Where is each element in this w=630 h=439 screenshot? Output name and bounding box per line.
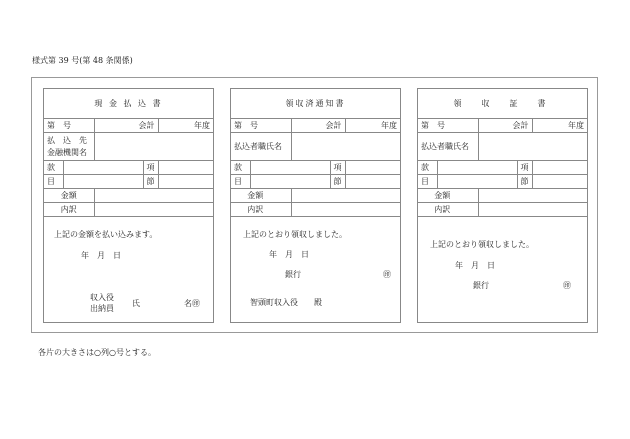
kan-field[interactable]: [63, 161, 143, 175]
bank-label: 銀行: [473, 281, 489, 290]
moku-label: 目: [44, 175, 63, 189]
setsu-field[interactable]: [345, 175, 400, 189]
officer-label: 収入役 出納員: [90, 293, 114, 313]
receipt-certificate: [417, 88, 588, 323]
breakdown-field[interactable]: [478, 203, 587, 217]
payer-name-label: 払込者職氏名: [231, 133, 291, 161]
breakdown-label: 内訳: [418, 203, 478, 217]
statement-text: 上記のとおり領収しました。: [430, 240, 534, 249]
payee-bank-field[interactable]: [94, 133, 213, 161]
setsu-field[interactable]: [158, 175, 213, 189]
date-text: 年 月 日: [455, 261, 495, 270]
moku-field[interactable]: [63, 175, 143, 189]
fiscal-year-label: 年度: [158, 119, 213, 133]
card-body: [231, 217, 400, 321]
payee-bank-label: 払 込 先 金融機関名: [44, 133, 94, 161]
amount-field[interactable]: [291, 189, 400, 203]
number-label: 第 号: [44, 119, 94, 133]
amount-field[interactable]: [478, 189, 587, 203]
amount-field[interactable]: [94, 189, 213, 203]
setsu-field[interactable]: [532, 175, 587, 189]
moku-label: 目: [418, 175, 437, 189]
account-label: 会計: [291, 119, 345, 133]
account-label: 会計: [478, 119, 532, 133]
amount-label: 金額: [44, 189, 94, 203]
card-body: [44, 217, 213, 321]
bank-label: 銀行: [285, 270, 301, 279]
statement-text: 上記の金額を払い込みます。: [54, 230, 158, 239]
kou-label: 項: [143, 161, 158, 175]
card-title: 現 金 払 込 書: [44, 89, 213, 119]
moku-field[interactable]: [437, 175, 517, 189]
payer-name-field[interactable]: [291, 133, 400, 161]
card-title: 領収済通知書: [231, 89, 400, 119]
number-label: 第 号: [418, 119, 478, 133]
card-title: 領 収 証 書: [418, 89, 587, 119]
cash-payment-slip: [43, 88, 214, 323]
setsu-label: 節: [517, 175, 532, 189]
fiscal-year-label: 年度: [532, 119, 587, 133]
breakdown-field[interactable]: [291, 203, 400, 217]
number-label: 第 号: [231, 119, 291, 133]
kan-label: 款: [231, 161, 250, 175]
form-number: 様式第 39 号(第 48 条関係): [32, 56, 133, 65]
account-label: 会計: [94, 119, 158, 133]
payer-name-label: 払込者職氏名: [418, 133, 478, 161]
moku-label: 目: [231, 175, 250, 189]
kan-label: 款: [418, 161, 437, 175]
card-body: [418, 217, 587, 321]
setsu-label: 節: [330, 175, 345, 189]
setsu-label: 節: [143, 175, 158, 189]
moku-field[interactable]: [250, 175, 330, 189]
amount-label: 金額: [418, 189, 478, 203]
kan-label: 款: [44, 161, 63, 175]
seal-mark: ㊞: [563, 281, 571, 290]
shi-label: 氏: [132, 299, 140, 308]
kou-field[interactable]: [532, 161, 587, 175]
breakdown-field[interactable]: [94, 203, 213, 217]
kou-label: 項: [517, 161, 532, 175]
addressee-text: 智頭町収入役 殿: [250, 298, 322, 307]
name-seal: 名㊞: [184, 299, 200, 308]
breakdown-label: 内訳: [44, 203, 94, 217]
fiscal-year-label: 年度: [345, 119, 400, 133]
date-text: 年 月 日: [81, 251, 121, 260]
seal-mark: ㊞: [383, 270, 391, 279]
kou-label: 項: [330, 161, 345, 175]
kan-field[interactable]: [437, 161, 517, 175]
kou-field[interactable]: [158, 161, 213, 175]
statement-text: 上記のとおり領収しました。: [243, 230, 347, 239]
receipt-notice: [230, 88, 401, 323]
size-note: 各片の大きさは○列○号とする。: [38, 348, 156, 357]
date-text: 年 月 日: [269, 250, 309, 259]
kou-field[interactable]: [345, 161, 400, 175]
breakdown-label: 内訳: [231, 203, 291, 217]
payer-name-field[interactable]: [478, 133, 587, 161]
amount-label: 金額: [231, 189, 291, 203]
kan-field[interactable]: [250, 161, 330, 175]
